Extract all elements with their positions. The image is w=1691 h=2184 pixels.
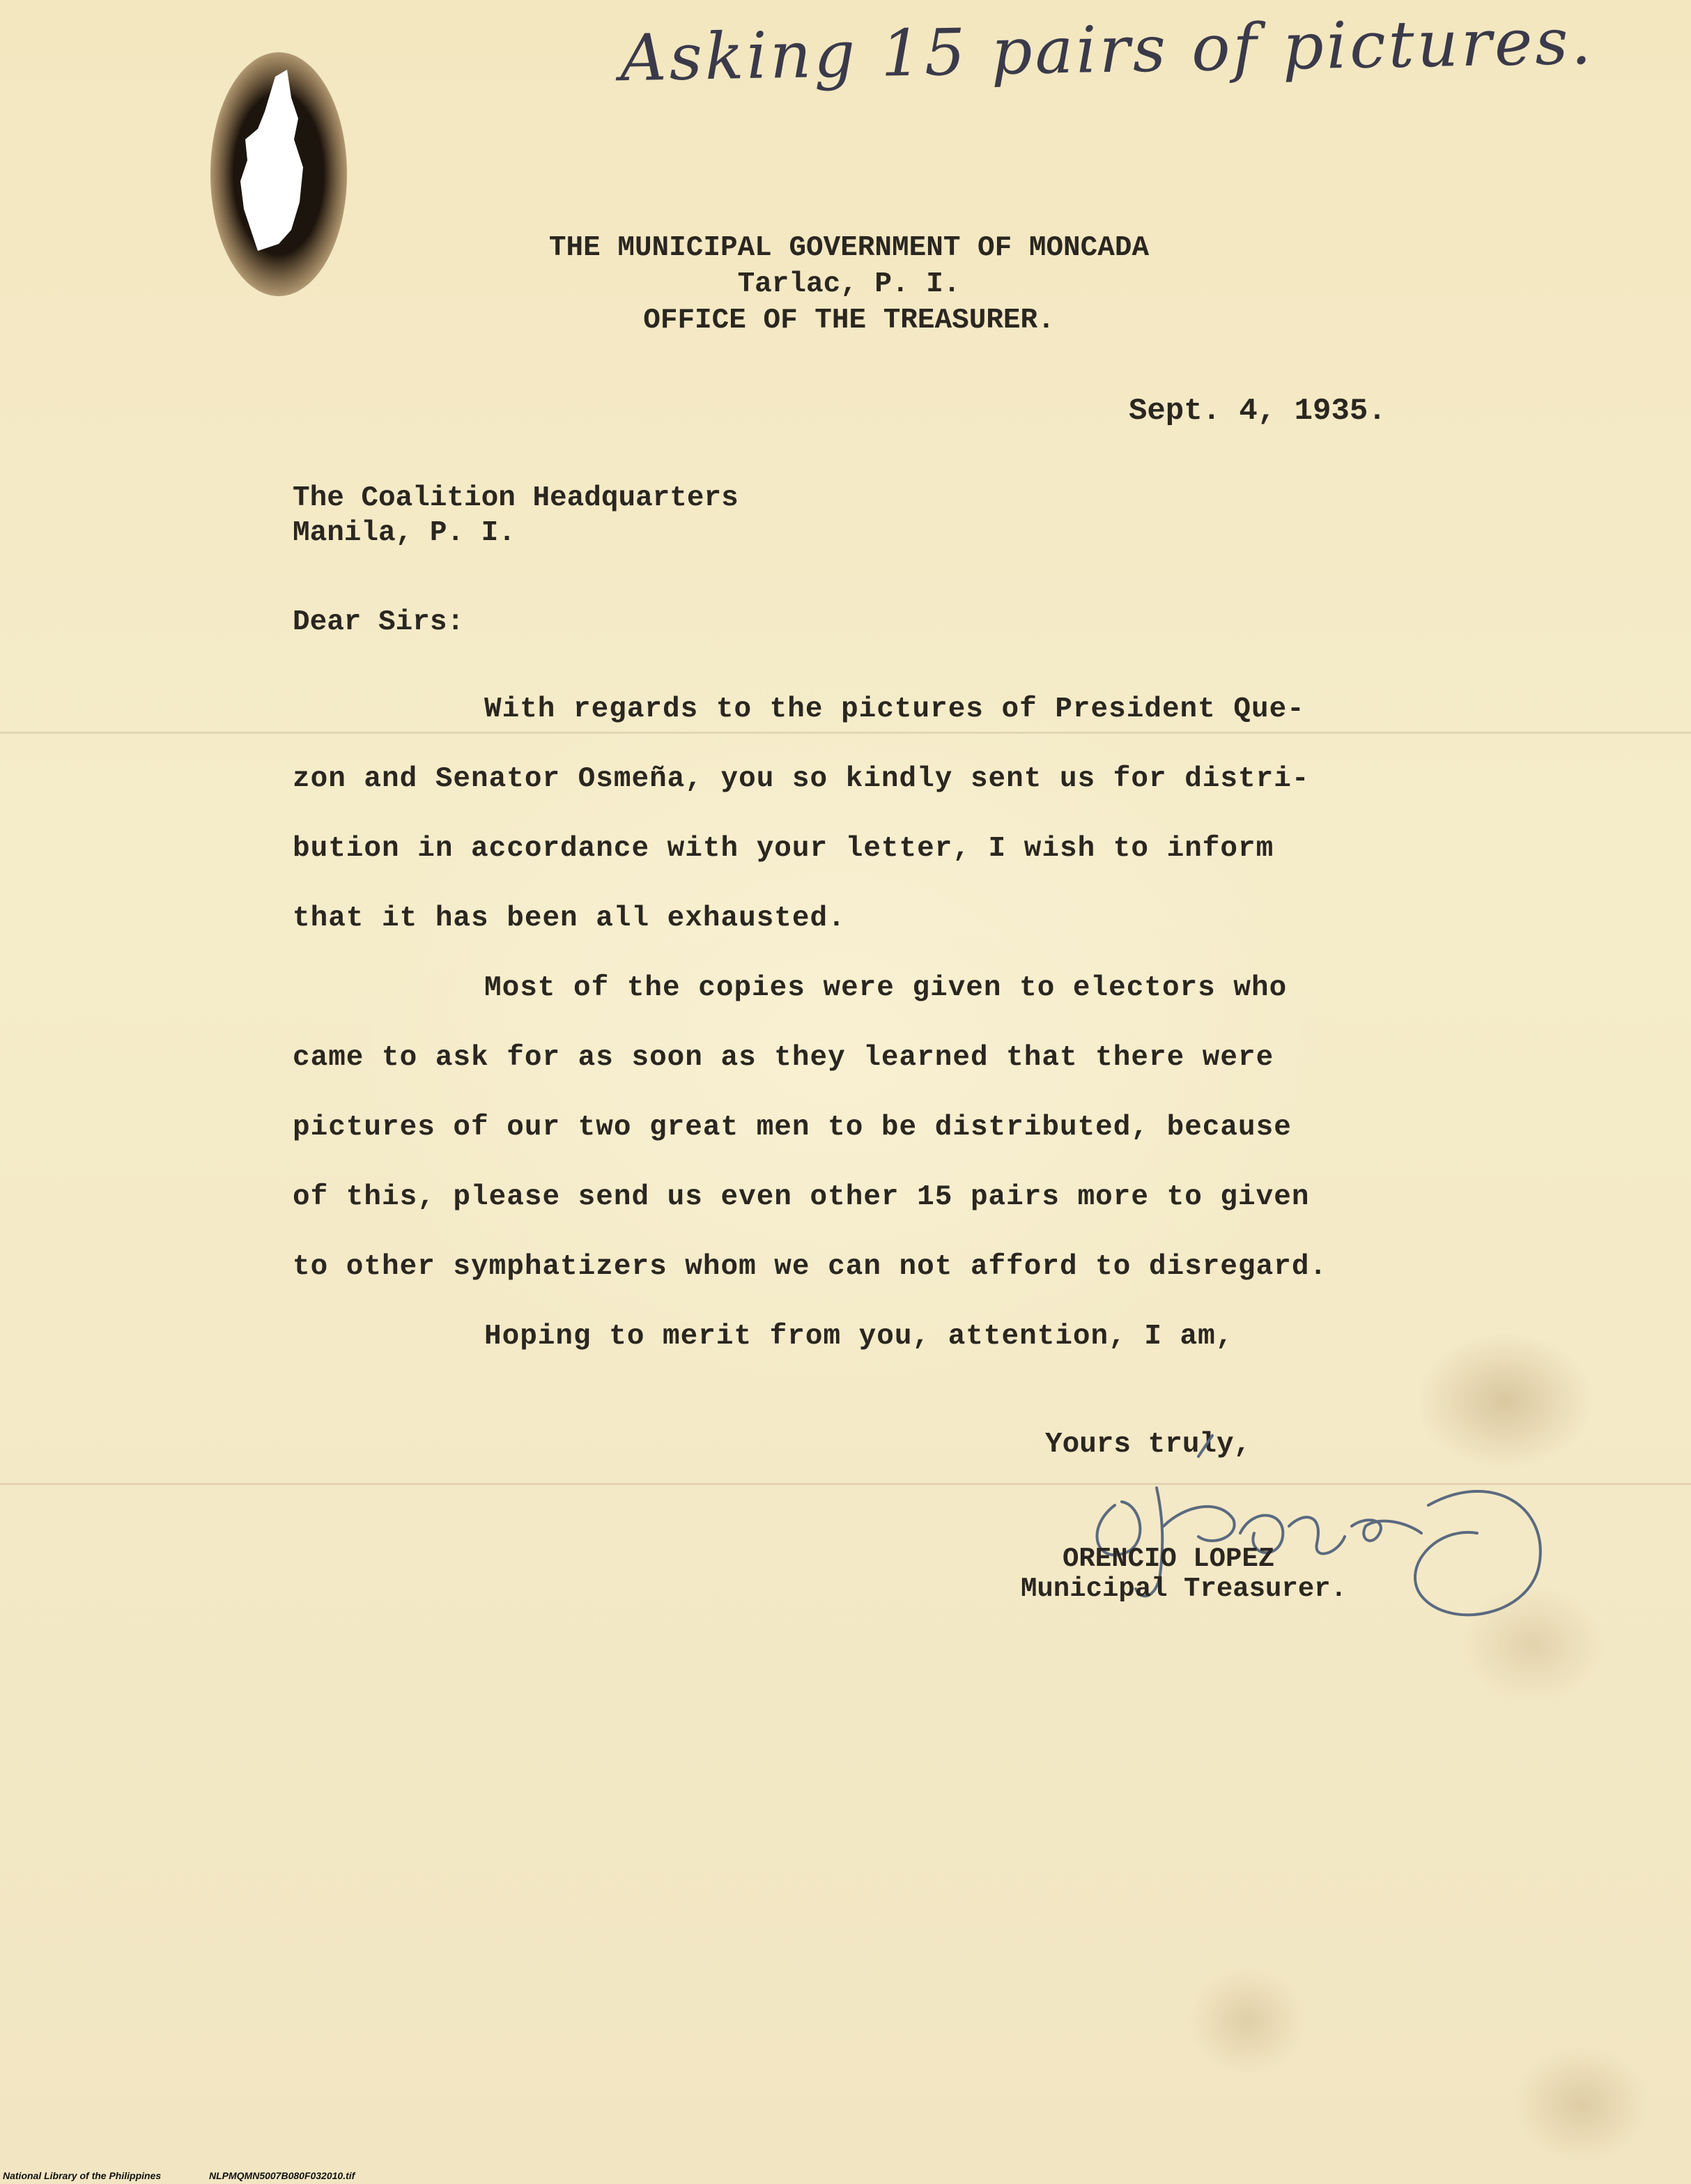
addressee-name: The Coalition Headquarters	[293, 482, 739, 514]
archive-footer	[0, 2169, 1691, 2184]
letterhead-municipality: THE MUNICIPAL GOVERNMENT OF MONCADA	[548, 232, 1150, 264]
body-line: bution in accordance with your letter, I wish to inform	[293, 833, 1274, 865]
salutation: Dear Sirs:	[293, 606, 465, 638]
body-line: Most of the copies were given to electors who	[484, 972, 1288, 1004]
letterhead	[0, 230, 1691, 339]
paper-fold	[0, 732, 1691, 734]
signatory-name: ORENCIO LOPEZ	[1063, 1544, 1275, 1574]
body-line: of this, please send us even other 15 pairs more to given	[293, 1181, 1310, 1213]
body-line: to other symphatizers whom we can not afford to disregard.	[293, 1251, 1328, 1283]
body-line: pictures of our two great men to be distributed, because	[293, 1112, 1292, 1144]
footer-library: National Library of the Philippines	[3, 2170, 162, 2181]
body-line: zon and Senator Osmeña, you so kindly sent us for distri-	[293, 763, 1310, 795]
letterhead-office: OFFICE OF THE TREASURER.	[643, 305, 1055, 337]
footer-file-id: NLPMQMN5007B080F032010.tif	[209, 2170, 355, 2181]
closing: Yours truly,	[1045, 1429, 1251, 1461]
addressee-location: Manila, P. I.	[293, 517, 516, 549]
body-line: Hoping to merit from you, attention, I am,	[484, 1321, 1234, 1353]
body-line: that it has been all exhausted.	[293, 902, 846, 935]
addressee-block	[293, 481, 739, 551]
letterhead-province: Tarlac, P. I.	[737, 268, 961, 300]
signatory-title: Municipal Treasurer.	[1021, 1574, 1348, 1604]
handwritten-annotation: Asking 15 pairs of pictures.	[619, 3, 1595, 96]
letter-date: Sept. 4, 1935.	[1129, 394, 1387, 429]
body-line: With regards to the pictures of President Que-	[484, 693, 1305, 725]
body-line: came to ask for as soon as they learned that there were	[293, 1042, 1274, 1074]
